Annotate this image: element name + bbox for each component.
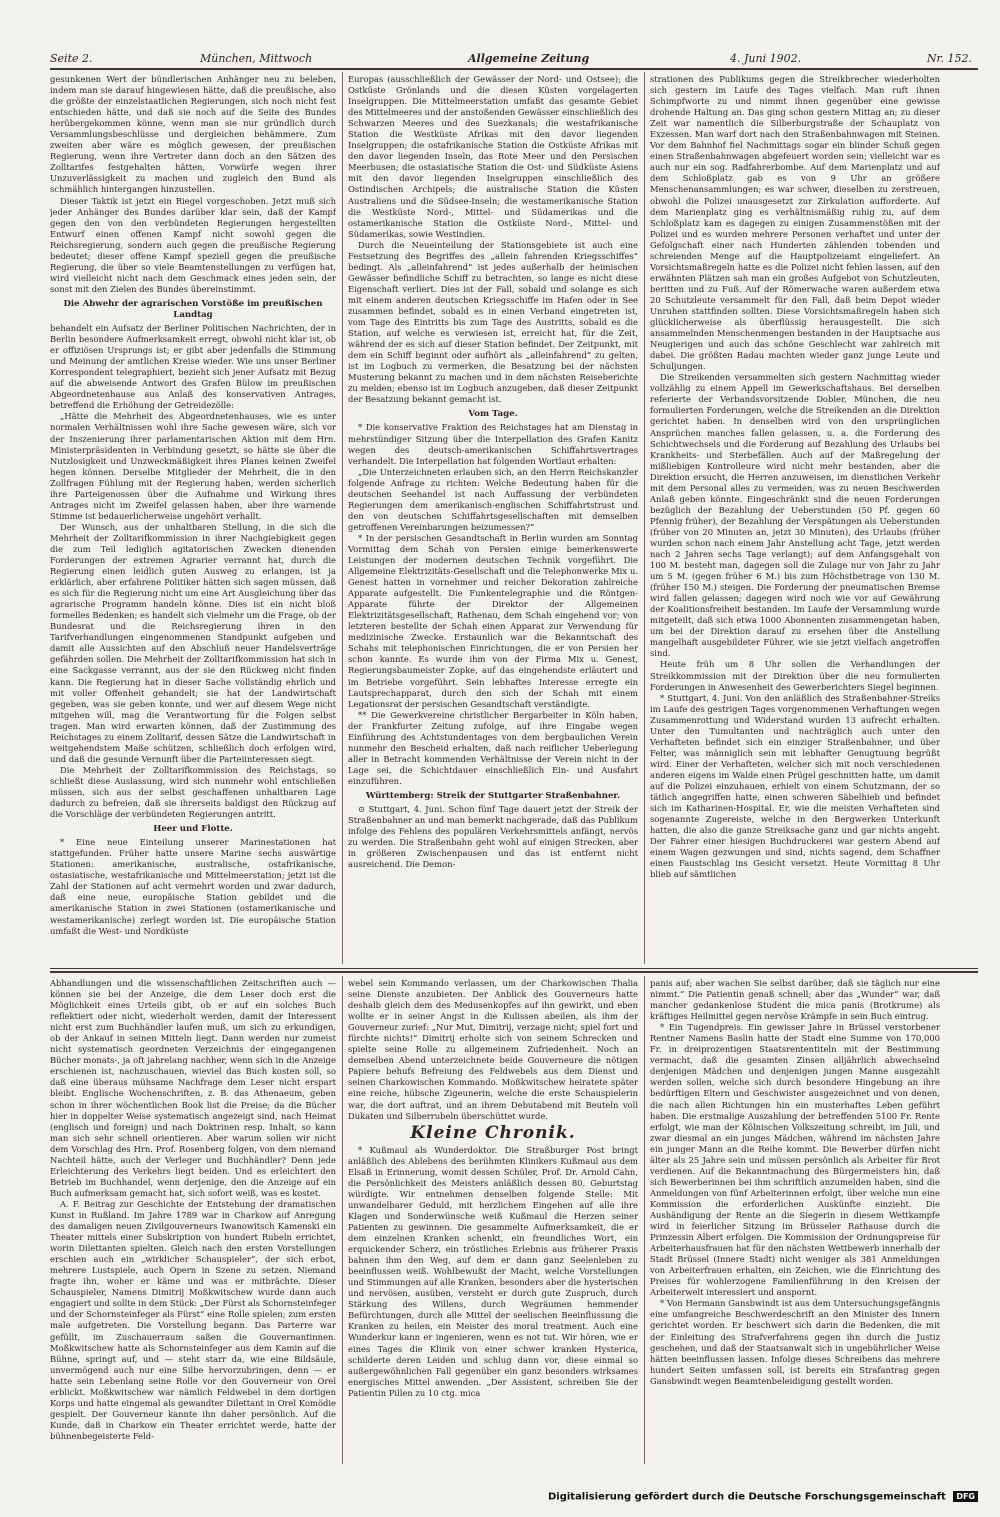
issue-date: 4. Juni 1902.	[730, 52, 802, 65]
column-divider	[342, 72, 343, 964]
section-title: Kleine Chronik.	[410, 1122, 576, 1143]
digitization-credit	[548, 1491, 978, 1505]
paragraph: Der Wunsch, aus der unhaltbaren Stellung, in die sich die Mehrheit der Zolltarifkommission in ihrer Nachgiebigkeit gegen die zum Teil lediglich agitatorischen Zwecken dienenden Forderungen der extremen Agrarier verrannt hat, durch die Regierung einen leidlich guten Ausweg zu erlangen, ist ja erklärlich, aber erfahrene Politiker hätten sich sagen müssen, daß es sich für die Regierung nicht um eine Art Ausgleichung über das agrarische Programm handeln könne. Dies ist ein nicht bloß formelles Bedenken; es handelt sich vielmehr um die Frage, ob der Bundesrat und die Reichsregierung ihren in den Tarifverhandlungen eingenommenen Standpunkt aufgeben und damit alle Aussichten auf den Abschluß neuer Handelsverträge gefährden sollen. Die Mehrheit der Zolltarifkommission hat sich in eine Sackgasse verrannt, aus der sie den Rückweg nicht finden kann. Die Regierung hat in dieser Sache vollständig ehrlich und mit voller Offenheit gehandelt; sie hat der Landwirtschaft gegeben, was sie geben konnte, und wer auf diesem Wege nicht mitgehen will, mag die Verantwortung für die Folgen selbst tragen. Man wird erwarten können, daß der Zustimmung des Reichstages zu einem Zolltarif, dessen Sätze die Landwirtschaft in weitgehendstem Maße schützen, schließlich doch erfolgen wird, und daß die gesunde Vernunft über die Parteiinteressen siegt.	[50, 521, 336, 764]
column-divider	[342, 976, 343, 1464]
paragraph: Europas (ausschließlich der Gewässer der Nord- und Ostsee); die Ostküste Grönlands und die diesen Küsten vorgelagerten Inselgruppen. Die Mittelmeerstation umfaßt das gesamte Gebiet des Mittelmeeres und der anstoßenden Gewässer einschließlich des Schwarzen Meeres und des Suezkanals; die westafrikanische Station die Westküste Afrikas mit den davor liegenden Inselgruppen; die ostafrikanische Station die Ostküste Afrikas mit den davor liegenden Inseln, das Rote Meer und den Persischen Meerbusen; die ostasiatische Station die Ost- und Südküste Asiens mit den davor liegenden Inselgruppen einschließlich des Ostindischen Archipels; die australische Station die Küsten Australiens und die Südsee-Inseln; die westamerikanische Station die Westküste Nord-, Mittel- und Südamerikas und die ostamerikanische Station die Ostküste Nord-, Mittel- und Südamerikas, sowie Westindien.	[348, 74, 638, 239]
article-column-2	[348, 74, 638, 962]
page-number: Seite 2.	[50, 52, 93, 65]
paragraph: * Von Hermann Gansbwindt ist aus dem Untersuchungsgefängnis eine umfangreiche Beschwerdeschrift an den Minister des Innern gerichtet worden. Er beschwert sich darin die Bedenken, die mit der Einleitung des Strafverfahrens gegen ihn durch die Justiz geschehen, und daß der Staatsanwalt sich in ungebührlicher Weise hätten beeinflussen lassen. Infolge dieses Schreibens das mehrere hundert Seiten umfassen soll, ist bereits ein Strafantrag gegen Gansbwindt wegen Beamtenbeleidigung gestellt worden.	[650, 1298, 940, 1386]
paragraph: „Hätte die Mehrheit des Abgeordnetenhauses, wie es unter normalen Verhältnissen wohl ihre Sache gewesen wäre, sich vor der Inszenierung ihrer parlamentarischen Aktion mit dem Hrn. Ministerpräsidenten in Verbindung gesetzt, so hätte sie über die Nutzlosigkeit und Unzweckmäßigkeit ihres Planes keinen Zweifel hegen können. Derselbe Mitglieder der Mehrheit, die in den Zollfragen Fühlung mit der Regierung haben, werden sicherlich ihre Parteigenossen über die Aufnahme und Wirkung ihres Antrages nicht im Zweifel gelassen haben, aber ihre warnende Stimme ist bedauerlicherweise ungehört verhallt.	[50, 411, 336, 521]
paragraph: Durch die Neueinteilung der Stationsgebiete ist auch eine Festsetzung des Begriffes des „allein fahrenden Kriegsschiffes“ bedingt. Als „alleinfahrend“ ist jedes außerhalb der heimischen Gewässer befindliche Schiff zu betrachten, so lange es nicht diese Eigenschaft verliert. Dies ist der Fall, sobald und solange es sich mit einem anderen deutschen Kriegsschiffe im Hafen oder in See zusammen befindet, sobald es in einen Verband eingetreten ist, vom Tage des Eintritts bis zum Tage des Austritts, sobald es die Station, auf welche es verwiesen ist, erreicht hat, für die Zeit, während der es sich auf dieser Station befindet. Der Zeitpunkt, mit dem ein Schiff beginnt oder aufhört als „alleinfahrend“ zu gelten, ist im Logbuch zu vermerken, die Besatzung bei der nächsten Musterung bekannt zu machen und in dem nächsten Reiseberichte zu melden; ebenso ist im Logbuch anzugeben, daß dieser Zeitpunkt der Besatzung bekannt gemacht ist.	[348, 239, 638, 405]
paragraph: Die Streikenden versammelten sich gestern Nachmittag wieder vollzählig zu einem Appell im Gewerkschaftshaus. Bei derselben referierte der Verbandsvorsitzende Dobler, München, die neu formulierten Forderungen, welche die Streikenden an die Direktion gerichtet haben. In denselben wird von den ursprünglichen Ansprüchen manches fallen gelassen, u. a. die Forderung des Schichtwechsels und die Forderung auf Bezahlung des Urlaubs bei Krankheits- und Sterbefällen. Auch auf der Maßregelung der mißliebigen Kontrolleure wird nicht mehr bestanden, aber die Direktion ersucht, die Herren anzuweisen, im dienstlichen Verkehr mit dem Personal alles zu vermeiden, was zu neuen Beschwerden Anlaß geben könnte. Eingeschränkt sind die neuen Forderungen bezüglich der Bezahlung der Ueberstunden (50 Pf. gegen 60 Pfennig früher), der Bezahlung der Verspätungen als Ueberstunden (früher von 20 Minuten an, jetzt 30 Minuten), des Urlaubs (früher wurden schon nach einem Jahr Anstellung acht Tage, jetzt werden nach 2 Jahren sechs Tage verlangt); auf dem Anfangsgehalt von 100 M. besteht man, dagegen soll die Zulage nur von Jahr zu Jahr um 5 M. (gegen früher 6 M.) bis zum Höchstbetrage von 130 M. (früher 150 M.) steigen. Die Forderung der pneumatischen Bremse wird fallen gelassen; dagegen wird noch wie vor auf Gewährung der Koalitionsfreiheit bestanden. Im Laufe der Versammlung wurde mitgeteilt, daß sich etwa 1000 Abonnenten zusammengetan haben, um bei der Direktion darauf zu ersehen über die Anstellung mangelhaft ausgebildeter Führer, wie sie jetzt vielfach angetroffen sind.	[650, 372, 940, 659]
paragraph: Abhandlungen und die wissenschaftlichen Zeitschriften auch — können sie bei der Anzeige, die dem Leser doch erst die Möglichkeit eines Urteils gibt, ob er auf ein solches Buch reflektiert oder nicht, wiederholt werden, damit der Interessent nicht erst zum Buchhändler laufen muß, um sich zu erkundigen, ob der Ankauf in seinen Mitteln liegt. Dann werden nur zumeist nicht systematisch geordneten Verzeichnis der eingegangenen Bücher monats-, ja oft jahrelang nachher, wenn sich in die Anzeige erschienen ist, nachzuschauen, wieviel das Buch kosten soll, so daß eine überaus mühsame Nachfrage dem Leser nicht erspart bleibt. Englische Wochenschriften, z. B. das Athenaeum, geben schon in ihrer wöchentlichen Book list die Preise; da die Bücher hier in doppelter Weise systematisch angezeigt sind, nach Heimat (englisch und foreign) und nach Doktrinen resp. Inhalt, so kann man sich sehr schnell orientieren. Aber warum sollen wir nicht dem Vorschlag des Hrn. Prof. Rosenberg folgen, von dem niemand Nachteil hätte, auch der Verleger und Buchhändler? Denn jede Erleichterung des Verkehrs liegt beiden. Und es erleichtert den Betrieb im Buchhandel, wenn derjenige, den die Anzeige auf ein Buch aufmerksam gemacht hat, sich sofort weiß, was es kostet.	[50, 978, 336, 1198]
dfg-logo: DFG	[953, 1491, 978, 1502]
paragraph: panis auf; aber wachen Sie selbst darüber, daß sie täglich nur eine nimmt.“ Die Patientin genaß schnell; aber das „Wunder“ war, daß mancher gedankenlose Student die mica panis (Brotkrume) als kräftiges Heilmittel gegen nervöse Krämpfe in sein Buch eintrug.	[650, 978, 940, 1022]
credit-text: Digitalisierung gefördert durch die Deutsche Forschungsgemeinschaft	[547, 1491, 946, 1503]
paragraph: behandelt ein Aufsatz der Berliner Politischen Nachrichten, der in Berlin besondere Aufmerksamkeit erregt, obwohl nicht klar ist, ob er offiziösen Ursprungs ist; er gibt aber jedenfalls die Stimmung und Meinung der amtlichen Kreise wieder. Wie uns unser Berliner Korrespondent telegraphiert, bezieht sich jener Aufsatz mit Bezug auf die abweisende Antwort des Grafen Bülow im preußischen Abgeordnetenhause aus Anlaß des konservativen Antrages, betreffend die Erhöhung der Getreidezölle:	[50, 323, 336, 411]
paragraph: ** Die Gewerkvereine christlicher Bergarbeiter in Köln haben, der Frankfurter Zeitung zufolge, auf ihre Eingabe wegen Einführung des Achtstundentages von dem bergbaulichen Verein nunmehr den Bescheid erhalten, daß nach reiflicher Ueberlegung aller in Betracht kommenden Verhältnisse der Verein nicht in der Lage sei, die Schichtdauer einschließlich Ein- und Ausfahrt einzuführen.	[348, 709, 638, 786]
paragraph: gesunkenen Wert der bündlerischen Anhänger neu zu beleben, indem man sie darauf hingewiesen hätte, daß die preußische, also die größte der einzelstaatlichen Regierungen, sich noch nicht fest entschieden hätte, und daß sie noch auf die Seite des Bundes herübergekommen könne, wenn man sie nur gründlich durch Versammlungsbeschlüsse und dergleichen behämmere. Zum zweiten aber wäre es möglich gewesen, der preußischen Regierung, wenn ihre Vertreter dann doch an den Sätzen des Zolltarifes festgehalten hätten, Vorwürfe wegen ihrer Unzuverlässigkeit zu machen und zugleich den Bund als schmählich hintergangen hinzustellen.	[50, 74, 336, 195]
section-heading: Württemberg: Streik der Stuttgarter Straßenbahner.	[365, 791, 621, 801]
paragraph: Dieser Taktik ist jetzt ein Riegel vorgeschoben. Jetzt muß sich jeder Anhänger des Bundes darüber klar sein, daß der Kampf gegen den von den verbündeten Regierungen hergestellten Entwurf einen offenen Kampf nicht sowohl gegen die Reichsregierung, sondern auch gegen die preußische Regierung bedeutet; dieser offene Kampf speziell gegen die preußische Regierung, die über so viele Beamtenstellungen zu verfügen hat, wird vielleicht nicht nach dem Geschmack eines jeden sein, der sonst mit den Zielen des Bundes übereinstimmt.	[50, 195, 336, 294]
paragraph: webel sein Kommando verlassen, um der Charkowischen Thalia seine Dienste anzubieten. Der Anblick des Gouverneurs hatte deshalb gleich dem des Medusenkopfes auf ihn gewirkt, und eben wollte er in seiner Angst in die Kulissen abeilen, als ihm der Gouverneur zurief: „Nur Mut, Dimitrij, verzage nicht; spiel fort und fürchte nichts!“ Dimitrij erholte sich von seinem Schrecken und spielte seine Rolle zu allgemeinem Zufriedenheit. Noch an demselben Abend unterzeichnete beide Gouverneure die nötigen Papiere behufs Befreiung des Feldwebels aus dem Dienst und seinen Charkowischen Kommando. Moßkwitschew heiratete später eine reiche, hübsche Zigeunerin, welche die erste Schauspielerin war, die dort auftrat, und an ihrem Debutabend mit Beuteln voll Dukaten und Silberrubeln überschüttet wurde.	[348, 978, 638, 1121]
header-rule	[50, 68, 978, 70]
feuilleton-rule	[50, 971, 978, 973]
place-day: München, Mittwoch	[200, 52, 313, 65]
paragraph: * Ein Tugendpreis. Ein gewisser Jahre in Brüssel verstorbener Rentner Namens Baslin hatte der Stadt eine Summe von 170,000 Fr. in dreiprozentigen Staatsrententiteln mit der Bestimmung vermacht, daß die gesamten Zinsen alljährlich abwechselnd denjenigen Mädchen und denjenigen jungen Manne ausgezahlt werden sollen, welche sich durch besondere Hingebung an ihre bedürftigen Eltern und Geschwister ausgezeichnet und von denen, die nach allen Richtungen hin ein musterhaftes Leben geführt haben. Die erstmalige Auszahlung der betreffenden 5100 Fr. Rente erfolgt, wie man der Kölnischen Volkszeitung schreibt, im Juli, und zwar diesmal an ein junges Mädchen, während im nächsten Jahre ein junger Mann an die Reihe kommt. Die Bewerber dürfen nicht älter als 25 Jahre sein und müssen persönlich als Arbeiter für Brot verdienen. Auf die Bekanntmachung des Bürgermeisters hin, daß sich Bewerberinnen bei ihm schriftlich anzumelden haben, sind die Anmeldungen von fünf Arbeiterinnen erfolgt, über welche nun eine Kommission die erforderlichen Auskünfte einzieht. Die Aushändigung der Rente an die Siegerin in diesem Wettkampfe wird in feierlicher Sitzung im Brüsseler Rathause durch die Prinzessin Albert erfolgen. Die Kommission der Ordnungspreise für Arbeiterhausfrauen hat für den nächsten Wettbewerb innerhalb der Stadt Brüssel (Innere Stadt) nicht weniger als 381 Anmeldungen von Arbeiterfrauen erhalten, ein Zeichen, wie die Einrichtung des Preises für wohlerzogene Familienführung in den Kreisen der Arbeiterwelt interessiert und anspornt.	[650, 1022, 940, 1298]
feuilleton-column-1	[50, 978, 336, 1462]
paragraph: * Stuttgart, 4. Juni. Von den anläßlich des Straßenbahner-Streiks im Laufe des gestrigen Tages vorgenommenen Verhaftungen wegen Zusammenrottung und Widerstand wurden 13 aufrecht erhalten. Unter den Tumultanten und nachträglich auch unter den Verhafteten befindet sich ein einziger Straßenbahner, und über Felter, was männiglich sein mit lebhafter Genugtuung begrüßt wird. Einer der Verhafteten, welcher sich mit noch verschiedenen anderen eigens im Walde einen Prügel geschnitten hatte, um damit auf die Polizei einzuhauen, erhielt von einem Schutzmann, der so tätlich angegriffen hatte, einen schweren Säbelhieb und befindet sich im Katharinen-Hospital. Er, wie die meisten Verhafteten sind sogenannte Zugereiste, welche in den Bergwerken Unterkunft hatten, die also die ganze Streiksache ganz und gar nichts angeht. Der Fahrer einer hiesigen Buchdruckerei war gestern Abend auf einem Wagen gezwungen und sind, nichts sagend, dem Schaffner einen Faustschlag ins Gesicht versetzt. Heute Vormittag 8 Uhr blieb auf sämtlichen	[650, 692, 940, 880]
paragraph: * Eine neue Einteilung unserer Marinestationen hat stattgefunden. Früher hatte unsere Marine sechs auswärtige Stationen: amerikanische, australische, ostafrikanische, ostasiatische, westafrikanische und Mittelmeerstation; jetzt ist die Zahl der Stationen auf acht vermehrt worden und zwar dadurch, daß eine neue, europäische Station gebildet und die amerikanische Station in zwei Stationen (ostamerikanische und westamerikanische) zerlegt worden ist. Die europäische Station umfaßt die West- und Nordküste	[50, 837, 336, 936]
feuilleton-rule	[50, 968, 978, 969]
article-column-1	[50, 74, 336, 962]
issue-number: Nr. 152.	[926, 52, 972, 65]
paragraph: „Die Unterzeichneten erlauben sich, an den Herrn Reichskanzler folgende Anfrage zu richten: Welche Bedeutung haben für die deutschen Seehandel ist nach Auffassung der verbündeten Regierungen dem amerikanisch-englischen Schiffahrtstrust und den von deutschen Schiffahrtsgesellschaften mit demselben getroffenen Vereinbarungen beizumessen?“	[348, 466, 638, 532]
article-column-3	[650, 74, 940, 962]
paragraph: ⊙ Stuttgart, 4. Juni. Schon fünf Tage dauert jetzt der Streik der Straßenbahner an und man bemerkt nachgerade, daß das Publikum infolge des Fehlens des populären Verkehrsmittels anfängt, nervös zu werden. Die Straßenbahn geht wohl auf einigen Strecken, aber in größeren Zwischenpausen und das ist entfernt nicht ausreichend. Die Demon-	[348, 804, 638, 870]
paragraph: Die Mehrheit der Zolltarifkommission des Reichstags, so schließt diese Auslassung, wird sich nunmehr wohl entschließen müssen, sich aus der selbst geschaffenen unhaltbaren Lage dadurch zu befreien, daß sie ihrerseits baldigst den Rückzug auf die Vorschläge der verbündeten Regierungen antritt.	[50, 764, 336, 820]
paragraph: * In der persischen Gesandtschaft in Berlin wurden am Sonntag Vormittag dem Schah von Persien einige bemerkenswerte Leistungen der modernen deutschen Technik vorgeführt. Die Allgemeine Elektrizitäts-Gesellschaft und die Telephonwerke Mix u. Genest hatten in vornehmer und reicher Dekoration zahlreiche Apparate aufgestellt. Die Funkentelegraphie und die Röntgen-Apparate führte der Direktor der Allgemeinen Elektrizitätsgesellschaft, Rathenau, dem Schah eingehend vor; von letzteren bestellte der Schah einen Apparat zur Verwendung für medizinische Zwecke. Erstaunlich war die Bekanntschaft des Schahs mit telephonischen Einrichtungen, die er von Persien her schon kannte. Es wurde ihm von der Firma Mix u. Genest, Regierungsbaumeister Zopke, auf das eingehendste erläutert und im Betriebe vorgeführt. Sein lebhaftes Interesse erregte ein Lautsprechapparat, durch den sich der Schah mit einem Legationsrat der persischen Gesandtschaft verständigte.	[348, 532, 638, 709]
column-divider	[644, 976, 645, 1464]
section-heading: Heer und Flotte.	[153, 824, 233, 835]
paragraph: strationen des Publikums gegen die Streikbrecher wiederholten sich gestern im Laufe des Tages vielfach. Man ruft ihnen Schimpfworte zu und nimmt ihnen gegenüber eine gewisse drohende Haltung an. Das ging schon gestern Mittag an; zu dieser Zeit war namentlich die Silberburgstraße der Schauplatz von Exzessen. Man warf dort nach den Straßenbahnwagen mit Steinen. Vor dem Bahnhof fiel Nachmittags sogar ein blinder Schuß gegen einen Straßenbahnwagen abgefeuert worden sein; vielleicht war es auch nur ein sog. Radfahrerbombe. Auf dem Marienplatz und auf dem Schloßplatz gab es von 9 Uhr an größere Menschenansammlungen; es war schwer, dieselben zu zerstreuen, obwohl die Polizei unausgesetzt zur Zirkulation aufforderte. Auf dem Marienplatz ging es verhältnismäßig ruhig zu, auf dem Schloßplatz kam es dagegen zu einigen Zusammenstößen mit der Polizei und es wurden mehrere Personen verhaftet und unter der Gefolgschaft einer nach Hunderten zählenden tobenden und schreienden Menge auf die Hauptpolizeiamt eingeliefert. An Vorsichtsmaßregeln hatte es die Polizei nicht fehlen lassen, auf den erwähnten Plätzen sah man ein großes Aufgebot von Schutzleuten, beritten und zu Fuß. Auf der Römerwache waren außerdem etwa 20 Schutzleute versammelt für den Fall, daß beim Depot wieder Unruhen stattfinden sollten. Diese Vorsichtsmaßregeln haben sich glücklicherweise als überflüssig herausgestellt. Die sich ansammelnden Menschenmengen bestanden in der Hauptsache aus Neugierigen und auch das schöne Geschlecht war zahlreich mit dabei. Die größten Radau machten wieder ganz junge Leute und Schuljungen.	[650, 74, 940, 372]
paragraph: * Kußmaul als Wunderdoktor. Die Straßburger Post bringt anläßlich des Ablebens des berühmten Klinikers Kußmaul aus dem Elsaß in Erinnerung, womit dessen Schüler, Prof. Dr. Arnold Cahn, die Persönlichkeit des Meisters anläßlich dessen 80. Geburtstag würdigte. Wir entnehmen denselben folgende Stelle: Mit unwandelbarer Geduld, mit herzlichem Eingehen auf alle ihre Klagen und Sonderwünsche weiß Kußmaul die Herzen seiner Patienten zu gewinnen. Die gesammelte Aufmerksamkeit, die er dem einzelnen Kranken schenkt, ein freundliches Wort, ein erquickender Scherz, ein tröstliches Erlebnis aus früherer Praxis bahnen ihm den Weg, auf dem er dann ganz Seelenleben zu beeinflussen weiß. Wohlbewußt der Macht, welche Vorstellungen und Stimmungen auf alle Kranken, besonders aber die hysterischen und nervösen, ausüben, versteht er durch gute Zuspruch, durch Stärkung des Willens, durch Wegräumen hemmender Befürchtungen, durch alle Mittel der seelischen Beeinflussung die Kranken zu heilen, ein Meister des moral treatment. Auch eine Wunderkur kann er ingenieren, wenn es not tut. Wir hören, wie er eines Tages die Klinik von einer schwer kranken Hysterica, schilderte deren Leiden und schlug dann vor, diese einmal so außergewöhnlichen Fall gegenüber ein ganz besonders wirksames energisches Mittel anwenden. „Der Assistent, schreiben Sie der Patientin Pillen zu 10 ctg. mica	[348, 1144, 638, 1398]
column-divider	[644, 72, 645, 964]
paragraph: * Die konservative Fraktion des Reichstages hat am Dienstag in mehrstündiger Sitzung über die Interpellation des Grafen Kanitz wegen des deutsch-amerikanischen Schiffahrtsvertrages verhandelt. Die Interpellation hat folgenden Wortlaut erhalten:	[348, 422, 638, 466]
section-heading: Die Abwehr der agrarischen Vorstöße im preußischen Landtag	[63, 298, 323, 320]
section-heading: Vom Tage.	[468, 409, 518, 420]
paper-title: Allgemeine Zeitung	[468, 52, 590, 65]
page-header	[50, 52, 972, 68]
paragraph: A. F. Beitrag zur Geschichte der Entstehung der dramatischen Kunst in Rußland. Im Jahre 1789 war in Charkow auf Anregung des damaligen neuen Zivilgouverneurs Iwanowitsch Kamenski ein Theater mittels einer Subskription von hundert Rubeln errichtet, worin Dilettanten spielten. Gleich nach den ersten Vorstellungen erschien auch ein „wirklicher Schauspieler“, der sich erbot, mehrere Lustspiele, auch Opern in Szene zu setzen. Niemand fragte ihn, woher er käme und was er mitbrächte. Dieser Schauspieler, Namens Dimitrij Moßkwitschew wurde dann auch engagiert und sollte in dem Stück: „Der Fürst als Schornsteinfeger und der Schornsteinfeger als Fürst“ eine Rolle spielen; zum ersten male aufgetreten. Die Vorstellung begann. Das Parterre war gefüllt, im Zuschauerraum saßen die Gouvernantinnen. Moßkwitschew hatte als Schornsteinfeger aus dem Kamin auf die Bühne, springt auf, und — steht starr da, wie eine Bildsäule, unvermögend auch nur eine Silbe hervorzubringen, denn — er hatte sein Lebenlang seine Rolle vor den Gouverneur von Orel erblickt. Moßkwitschew war nämlich Feldwebel in dem dortigen Korps und hatte eingemal als gewandter Dilettant in Orel Komödie gespielt. Der Gouverneur kannte ihn daher persönlich. Auf die Kunde, daß in Charkow ein Theater errichtet werde, hatte der bühnenbegeisterte Feld-	[50, 1198, 336, 1441]
paragraph: Heute früh um 8 Uhr sollen die Verhandlungen der Streikkommission mit der Direktion über die neu formulierten Forderungen in Anwesenheit des Gewerberichters Siegel beginnen.	[650, 659, 940, 692]
feuilleton-column-3	[650, 978, 940, 1462]
feuilleton-column-2	[348, 978, 638, 1462]
